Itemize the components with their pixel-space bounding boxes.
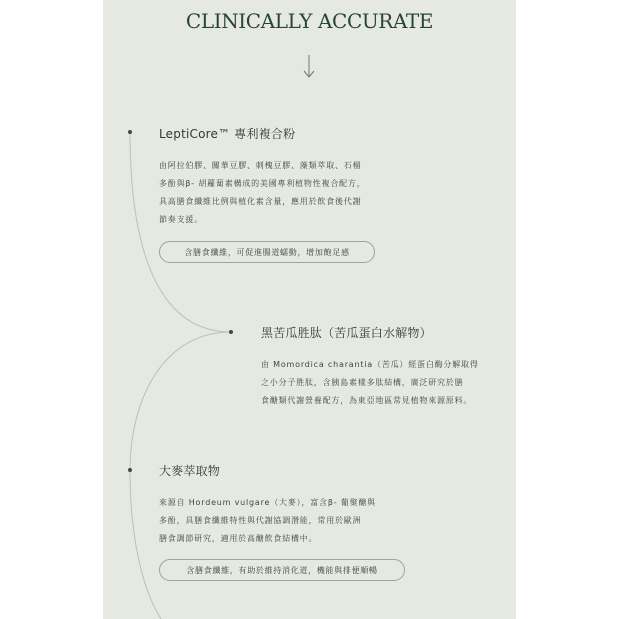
ingredient-description: 由 Momordica charantia（苦瓜）經蛋白酶分解取得 之小分子胜肽，含胰島素樣多肽結構，廣泛研究於膳 食醣類代謝營養配方，為東亞地區常見植物來源原料。 bbox=[261, 360, 479, 405]
benefit-tag: 含膳食纖維，可促進腸道蠕動，增加飽足感 bbox=[159, 241, 375, 263]
ingredient-description: 由阿拉伯膠、關華豆膠、刺槐豆膠、藻類萃取、石榴 多酚與β- 胡蘿蔔素構成的美國專利植物性複合配方， 具高膳食纖維比例與植化素含量，應用於飲食後代謝 節奏支援。 bbox=[159, 161, 366, 224]
ingredient-title: 黑苦瓜胜肽（苦瓜蛋白水解物） bbox=[261, 326, 432, 340]
timeline-dot bbox=[128, 468, 132, 472]
timeline-dot bbox=[128, 130, 132, 134]
ingredient-title: 大麥萃取物 bbox=[159, 464, 221, 478]
timeline-dot bbox=[229, 330, 233, 334]
content-panel bbox=[103, 0, 516, 619]
benefit-tag: 含膳食纖維，有助於維持消化道，機能與排便順暢 bbox=[159, 559, 405, 581]
ingredient-description: 來源自 Hordeum vulgare（大麥），富含β- 葡聚醣與 多酚，具膳食纖維特性與代謝協調潛能，常用於歐洲 膳食調節研究，適用於高醣飲食結構中。 bbox=[159, 498, 376, 543]
ingredient-title: LeptiCore™ 專利複合粉 bbox=[159, 127, 296, 141]
section-title: CLINICALLY ACCURATE bbox=[185, 9, 434, 33]
